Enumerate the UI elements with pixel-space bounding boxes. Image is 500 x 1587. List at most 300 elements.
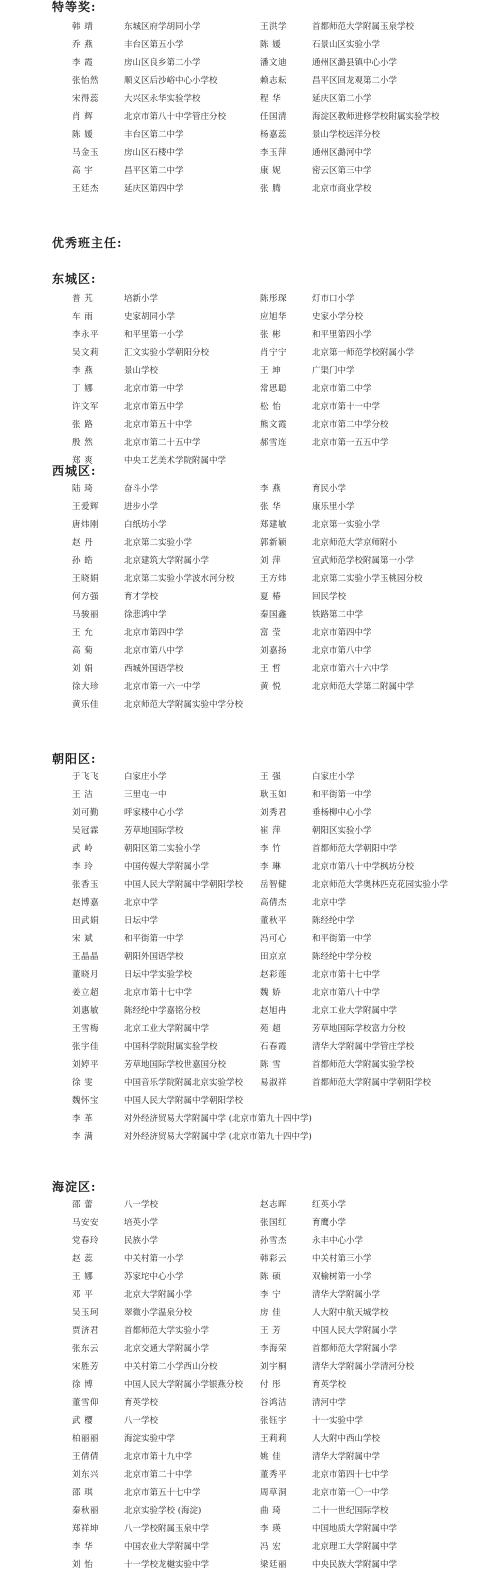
school-name: 汇文实验小学朝阳分校 — [124, 348, 210, 358]
school-name: 首都师范大学朝阳中学 — [312, 844, 398, 854]
winner-name: 刘 娟 — [72, 664, 94, 674]
school-name: 芳草地国际学校 — [124, 826, 184, 836]
school-name: 和平街第一中学 — [124, 934, 184, 944]
winner-name: 张国红 — [260, 1218, 288, 1228]
winner-name: 赵博嘉 — [72, 898, 100, 908]
table-row — [0, 570, 500, 588]
school-name: 育鹰小学 — [312, 1218, 347, 1228]
winner-name: 陆 琦 — [72, 484, 94, 494]
winner-name: 魏 娇 — [260, 988, 282, 998]
winner-name: 董秋平 — [260, 916, 288, 926]
school-name: 北京市第二十五中学 — [124, 438, 201, 448]
winner-name: 于飞飞 — [72, 772, 100, 782]
winner-name: 吴玉珂 — [72, 1308, 100, 1318]
winner-name: 陈 硕 — [260, 1272, 282, 1282]
heading-xicheng: 西城区: — [52, 464, 97, 478]
school-name: 北京市第十九中学 — [124, 1452, 193, 1462]
table-row — [0, 588, 500, 606]
table-row — [0, 552, 500, 570]
school-name: 首都师范大学附属小学 — [312, 1344, 398, 1354]
table-row — [0, 36, 500, 54]
table-row — [0, 498, 500, 516]
winner-name: 殷 然 — [72, 438, 94, 448]
winner-name: 周草洞 — [260, 1488, 288, 1498]
school-name: 红英小学 — [312, 1200, 347, 1210]
school-name: 八一学校附属玉泉中学 — [124, 1524, 210, 1534]
school-name: 朝阳区实验小学 — [312, 826, 372, 836]
winner-name: 李 瑛 — [260, 1524, 282, 1534]
winner-name: 常思聪 — [260, 384, 288, 394]
school-name: 育才学校 — [124, 592, 159, 602]
school-name: 人大附中航天城学校 — [312, 1308, 389, 1318]
table-row — [0, 1250, 500, 1268]
winner-name: 刘可勤 — [72, 808, 100, 818]
winner-name: 郑 爽 — [72, 456, 94, 466]
school-name: 北京市第一五五中学 — [312, 438, 389, 448]
table-row — [0, 912, 500, 930]
winner-name: 姚 佳 — [260, 1452, 282, 1462]
winner-name: 秦秋丽 — [72, 1506, 100, 1516]
winner-name: 高倩杰 — [260, 898, 288, 908]
winner-name: 李 革 — [72, 1114, 94, 1124]
winner-name: 崔 萍 — [260, 826, 282, 836]
table-row — [0, 786, 500, 804]
winner-name: 李 琳 — [260, 862, 282, 872]
school-name: 白家庄小学 — [312, 772, 355, 782]
winner-name: 王 娜 — [72, 1272, 94, 1282]
winner-name: 徐 博 — [72, 1380, 94, 1390]
winner-name: 孙雪杰 — [260, 1236, 288, 1246]
winner-name: 武 岭 — [72, 844, 94, 854]
winner-name: 邓 平 — [72, 1290, 94, 1300]
school-name: 中关村第二小学西山分校 — [124, 1362, 218, 1372]
school-name: 延庆区第四中学 — [124, 184, 184, 194]
winner-name: 刘嘉扬 — [260, 646, 288, 656]
school-name: 景山学校 — [124, 366, 159, 376]
school-name: 呼家楼中心小学 — [124, 808, 184, 818]
school-name: 东城区府学胡同小学 — [124, 22, 201, 32]
winner-name: 陈 媛 — [72, 130, 94, 140]
school-name: 对外经济贸易大学附属中学 (北京市第九十四中学) — [124, 1132, 312, 1142]
table-row — [0, 1448, 500, 1466]
winner-name: 赵旭冉 — [260, 1006, 288, 1016]
heading-special-prize: 特等奖: — [52, 0, 97, 14]
winner-name: 陈 媛 — [260, 40, 282, 50]
table-row — [0, 1268, 500, 1286]
school-name: 景山学校远洋分校 — [312, 130, 381, 140]
table-row — [0, 1214, 500, 1232]
winner-name: 张怡然 — [72, 76, 100, 86]
winner-name: 王 坤 — [260, 366, 282, 376]
rows-haidian — [0, 1196, 500, 1574]
winner-name: 李 竹 — [260, 844, 282, 854]
school-name: 北京市第二中学 — [312, 384, 372, 394]
winner-name: 王晶晶 — [72, 952, 100, 962]
table-row — [0, 1394, 500, 1412]
winner-name: 韩彩云 — [260, 1254, 288, 1264]
school-name: 北京市第八十中学管庄分校 — [124, 112, 227, 122]
winner-name: 肖宁宁 — [260, 348, 288, 358]
school-name: 十一实验中学 — [312, 1416, 364, 1426]
winner-name: 董秀平 — [260, 1470, 288, 1480]
school-name: 北京交通大学附属小学 — [124, 1344, 210, 1354]
school-name: 中国农业大学附属中学 — [124, 1542, 210, 1552]
winner-name: 王倩倩 — [72, 1452, 100, 1462]
school-name: 北京市第一六一中学 — [124, 682, 201, 692]
winner-name: 耿玉如 — [260, 790, 288, 800]
school-name: 北京第二实验小学玉桃园分校 — [312, 574, 423, 584]
winner-name: 何方强 — [72, 592, 100, 602]
winner-name: 赵 蕊 — [72, 1254, 94, 1264]
school-name: 中关村第一小学 — [124, 1254, 184, 1264]
school-name: 八一学校 — [124, 1200, 159, 1210]
table-row — [0, 1538, 500, 1556]
winner-name: 张香玉 — [72, 880, 100, 890]
winner-name: 董雪仰 — [72, 1398, 100, 1408]
table-row — [0, 480, 500, 498]
school-name: 徐悲鸿中学 — [124, 610, 167, 620]
school-name: 中关村第三小学 — [312, 1254, 372, 1264]
winner-name: 郝雪连 — [260, 438, 288, 448]
table-row — [0, 180, 500, 198]
winner-name: 李 宁 — [260, 1290, 282, 1300]
school-name: 海淀区教师进修学校附属实验学校 — [312, 112, 440, 122]
winner-name: 宋胜芳 — [72, 1362, 100, 1372]
winner-name: 杨嘉蕊 — [260, 130, 288, 140]
school-name: 房山区石楼中学 — [124, 148, 184, 158]
winner-name: 郭新颖 — [260, 538, 288, 548]
table-row — [0, 1430, 500, 1448]
winner-name: 赵 丹 — [72, 538, 94, 548]
table-row — [0, 768, 500, 786]
school-name: 日坛中学实验学校 — [124, 970, 193, 980]
winner-name: 刘惠敏 — [72, 1006, 100, 1016]
school-name: 北京市第二十中学 — [124, 1470, 193, 1480]
school-name: 铁路第二中学 — [312, 610, 364, 620]
table-row — [0, 1340, 500, 1358]
school-name: 苏家坨中心小学 — [124, 1272, 184, 1282]
school-name: 白纸坊小学 — [124, 520, 167, 530]
winner-name: 王莉莉 — [260, 1434, 288, 1444]
winner-name: 黄乐佳 — [72, 700, 100, 710]
school-name: 中国人民大学附属中学朝阳学校 — [124, 880, 244, 890]
school-name: 北京市第十七中学 — [124, 988, 193, 998]
table-row — [0, 1110, 500, 1128]
winner-name: 梁廷丽 — [260, 1560, 288, 1570]
school-name: 人大附中西山学校 — [312, 1434, 381, 1444]
table-row — [0, 398, 500, 416]
winner-name: 陈 雪 — [260, 1060, 282, 1070]
school-name: 北京工业大学附属中学 — [124, 1024, 210, 1034]
school-name: 朝阳区第二实验小学 — [124, 844, 201, 854]
winner-name: 邵 琪 — [72, 1488, 94, 1498]
table-row — [0, 380, 500, 398]
winner-name: 王洪学 — [260, 22, 288, 32]
winner-name: 王雪梅 — [72, 1024, 100, 1034]
table-row — [0, 966, 500, 984]
school-name: 密云区第三中学 — [312, 166, 372, 176]
table-row — [0, 362, 500, 380]
winner-name: 张 腾 — [260, 184, 282, 194]
winner-name: 潘文迪 — [260, 58, 288, 68]
table-row — [0, 1556, 500, 1574]
winner-name: 李 燕 — [72, 366, 94, 376]
school-name: 永丰中心小学 — [312, 1236, 364, 1246]
table-row — [0, 1074, 500, 1092]
winner-name: 赵志晖 — [260, 1200, 288, 1210]
school-name: 北京市第一中学 — [124, 384, 184, 394]
table-row — [0, 624, 500, 642]
school-name: 宣武师范学校附属第一小学 — [312, 556, 415, 566]
winner-name: 刘东兴 — [72, 1470, 100, 1480]
school-name: 北京师范大学奥林匹克花园实验小学 — [312, 880, 449, 890]
table-row — [0, 1304, 500, 1322]
winner-name: 武 樱 — [72, 1416, 94, 1426]
winner-name: 张宇佳 — [72, 1042, 100, 1052]
school-name: 首都师范大学附属实验学校 — [312, 1060, 415, 1070]
winner-name: 马安安 — [72, 1218, 100, 1228]
winner-name: 唐炜刚 — [72, 520, 100, 530]
heading-haidian: 海淀区: — [52, 1180, 97, 1194]
winner-name: 宋得蕊 — [72, 94, 100, 104]
table-row — [0, 678, 500, 696]
winner-name: 谷鸿洁 — [260, 1398, 288, 1408]
winner-name: 宋 斌 — [72, 934, 94, 944]
winner-name: 徐 雯 — [72, 1078, 94, 1088]
table-row — [0, 1286, 500, 1304]
winner-name: 李 玲 — [72, 862, 94, 872]
school-name: 昌平区第二中学 — [124, 166, 184, 176]
school-name: 北京中学 — [312, 898, 347, 908]
table-row — [0, 858, 500, 876]
school-name: 清河中学 — [312, 1398, 347, 1408]
school-name: 进步小学 — [124, 502, 159, 512]
winner-name: 高 菊 — [72, 646, 94, 656]
winner-name: 李海荣 — [260, 1344, 288, 1354]
winner-name: 贾济君 — [72, 1326, 100, 1336]
school-name: 北京第二实验小学 — [124, 538, 193, 548]
school-name: 顺义区后沙峪中心小学校 — [124, 76, 218, 86]
table-row — [0, 1002, 500, 1020]
winner-name: 王爱辉 — [72, 502, 100, 512]
winner-name: 王方炜 — [260, 574, 288, 584]
winner-name: 丁 娜 — [72, 384, 94, 394]
winner-name: 赖志耘 — [260, 76, 288, 86]
table-row — [0, 534, 500, 552]
winner-name: 李 霞 — [72, 58, 94, 68]
school-name: 育英学校 — [312, 1380, 347, 1390]
school-name: 北京市第二中学分校 — [312, 420, 389, 430]
school-name: 和平街第一中学 — [312, 934, 372, 944]
table-row — [0, 1092, 500, 1110]
school-name: 育民小学 — [312, 484, 347, 494]
table-row — [0, 516, 500, 534]
table-row — [0, 1466, 500, 1484]
table-row — [0, 290, 500, 308]
school-name: 陈经纶中学分校 — [312, 952, 372, 962]
school-name: 史家胡同小学 — [124, 312, 176, 322]
table-row — [0, 894, 500, 912]
winner-name: 田京京 — [260, 952, 288, 962]
winner-name: 高 宇 — [72, 166, 94, 176]
school-name: 北京工业大学附属中学 — [312, 1006, 398, 1016]
table-row — [0, 1196, 500, 1214]
table-row — [0, 606, 500, 624]
winner-name: 王 允 — [72, 628, 94, 638]
table-row — [0, 54, 500, 72]
winner-name: 魏怀宝 — [72, 1096, 100, 1106]
school-name: 康乐里小学 — [312, 502, 355, 512]
winner-name: 田武娟 — [72, 916, 100, 926]
school-name: 延庆区第二小学 — [312, 94, 372, 104]
winner-name: 柏丽丽 — [72, 1434, 100, 1444]
school-name: 十一学校龙樾实验中学 — [124, 1560, 210, 1570]
rows-special-prize — [0, 18, 500, 198]
school-name: 昌平区回龙观第二小学 — [312, 76, 398, 86]
table-row — [0, 326, 500, 344]
table-row — [0, 308, 500, 326]
table-row — [0, 416, 500, 434]
winner-name: 马骏丽 — [72, 610, 100, 620]
winner-name: 王 哲 — [260, 664, 282, 674]
winner-name: 韩 靖 — [72, 22, 94, 32]
school-name: 北京市第十七中学 — [312, 970, 381, 980]
school-name: 中国地质大学附属中学 — [312, 1524, 398, 1534]
school-name: 奋斗小学 — [124, 484, 159, 494]
winner-name: 陈彤琛 — [260, 294, 288, 304]
school-name: 培英小学 — [124, 1218, 159, 1228]
table-row — [0, 1358, 500, 1376]
table-row — [0, 1412, 500, 1430]
school-name: 北京市第五十中学 — [124, 420, 193, 430]
table-row — [0, 90, 500, 108]
school-name: 中国音乐学院附属北京实验学校 — [124, 1078, 244, 1088]
winner-name: 黄 悦 — [260, 682, 282, 692]
winner-name: 张 彬 — [260, 330, 282, 340]
winner-name: 邵 蕾 — [72, 1200, 94, 1210]
winner-name: 张东云 — [72, 1344, 100, 1354]
school-name: 广渠门中学 — [312, 366, 355, 376]
school-name: 日坛中学 — [124, 916, 159, 926]
winner-name: 付 彤 — [260, 1380, 282, 1390]
table-row — [0, 984, 500, 1002]
table-row — [0, 840, 500, 858]
school-name: 中央民族大学附属中学 — [312, 1560, 398, 1570]
winner-name: 吴冠霖 — [72, 826, 100, 836]
winner-name: 王廷杰 — [72, 184, 100, 194]
school-name: 史家小学分校 — [312, 312, 364, 322]
table-row — [0, 1322, 500, 1340]
school-name: 石景山区实验小学 — [312, 40, 381, 50]
school-name: 中国科学院附属实验学校 — [124, 1042, 218, 1052]
table-row — [0, 1038, 500, 1056]
school-name: 育英学校 — [124, 1398, 159, 1408]
rows-dongcheng — [0, 290, 500, 470]
school-name: 北京实验学校 (海淀) — [124, 1506, 202, 1516]
table-row — [0, 126, 500, 144]
winner-name: 富 莹 — [260, 628, 282, 638]
winner-name: 赵彩莲 — [260, 970, 288, 980]
winner-name: 郑建敏 — [260, 520, 288, 530]
winner-name: 熊文霞 — [260, 420, 288, 430]
school-name: 北京市第四中学 — [124, 628, 184, 638]
winner-name: 任国清 — [260, 112, 288, 122]
school-name: 首都师范大学附属玉泉学校 — [312, 22, 415, 32]
school-name: 首都师范大学附属中学朝阳学校 — [312, 1078, 432, 1088]
school-name: 清华大学附属中学 — [312, 1452, 381, 1462]
school-name: 北京第二实验小学波水河分校 — [124, 574, 235, 584]
school-name: 灯市口小学 — [312, 294, 355, 304]
winner-name: 曲 琦 — [260, 1506, 282, 1516]
school-name: 北京市第六十六中学 — [312, 664, 389, 674]
school-name: 中国传媒大学附属小学 — [124, 862, 210, 872]
school-name: 北京市第四中学 — [312, 628, 372, 638]
winner-name: 许文军 — [72, 402, 100, 412]
table-row — [0, 1484, 500, 1502]
school-name: 民族小学 — [124, 1236, 159, 1246]
school-name: 芳草地国际学校世嘉国分校 — [124, 1060, 227, 1070]
table-row — [0, 144, 500, 162]
school-name: 丰台区第二中学 — [124, 130, 184, 140]
table-row — [0, 1520, 500, 1538]
school-name: 通州区潞县镇中心小学 — [312, 58, 398, 68]
winner-name: 普 艽 — [72, 294, 94, 304]
school-name: 和平街第一中学 — [312, 790, 372, 800]
school-name: 北京市商业学校 — [312, 184, 372, 194]
rows-chaoyang — [0, 768, 500, 1146]
winner-name: 康 妮 — [260, 166, 282, 176]
table-row — [0, 162, 500, 180]
winner-name: 党春玲 — [72, 1236, 100, 1246]
winner-name: 刘 萍 — [260, 556, 282, 566]
winner-name: 孙 皓 — [72, 556, 94, 566]
winner-name: 张 华 — [260, 502, 282, 512]
school-name: 中国人民大学附属小学 — [312, 1326, 398, 1336]
school-name: 中国人民大学附属小学银燕分校 — [124, 1380, 244, 1390]
school-name: 北京市第八十中学枫坊分校 — [312, 862, 415, 872]
winner-name: 郑祥坤 — [72, 1524, 100, 1534]
school-name: 北京师范大学第二附属中学 — [312, 682, 415, 692]
school-name: 北京市第四十七中学 — [312, 1470, 389, 1480]
winner-name: 车 雨 — [72, 312, 94, 322]
winner-name: 李 华 — [72, 1542, 94, 1552]
heading-excellent-head-teacher: 优秀班主任: — [52, 236, 123, 250]
school-name: 中国人民大学附属中学朝阳学校 — [124, 1096, 244, 1106]
school-name: 北京第一师范学校附属小学 — [312, 348, 415, 358]
table-row — [0, 822, 500, 840]
winner-name: 岳智健 — [260, 880, 288, 890]
school-name: 清华大学附属小学 — [312, 1290, 381, 1300]
winner-name: 程 华 — [260, 94, 282, 104]
table-row — [0, 876, 500, 894]
rows-xicheng — [0, 480, 500, 714]
winner-name: 乔 燕 — [72, 40, 94, 50]
school-name: 芳草地国际学校富力分校 — [312, 1024, 406, 1034]
school-name: 北京第一实验小学 — [312, 520, 381, 530]
school-name: 北京市第八中学 — [124, 646, 184, 656]
school-name: 北京市第十一中学 — [312, 402, 381, 412]
school-name: 培新小学 — [124, 294, 159, 304]
winner-name: 肖 辉 — [72, 112, 94, 122]
winner-name: 易淑祥 — [260, 1078, 288, 1088]
school-name: 北京理工大学附属中学 — [312, 1542, 398, 1552]
school-name: 房山区良乡第二小学 — [124, 58, 201, 68]
school-name: 海淀实验中学 — [124, 1434, 176, 1444]
school-name: 陈经纶中学 — [312, 916, 355, 926]
table-row — [0, 930, 500, 948]
school-name: 丰台区第五小学 — [124, 40, 184, 50]
winner-name: 马金玉 — [72, 148, 100, 158]
